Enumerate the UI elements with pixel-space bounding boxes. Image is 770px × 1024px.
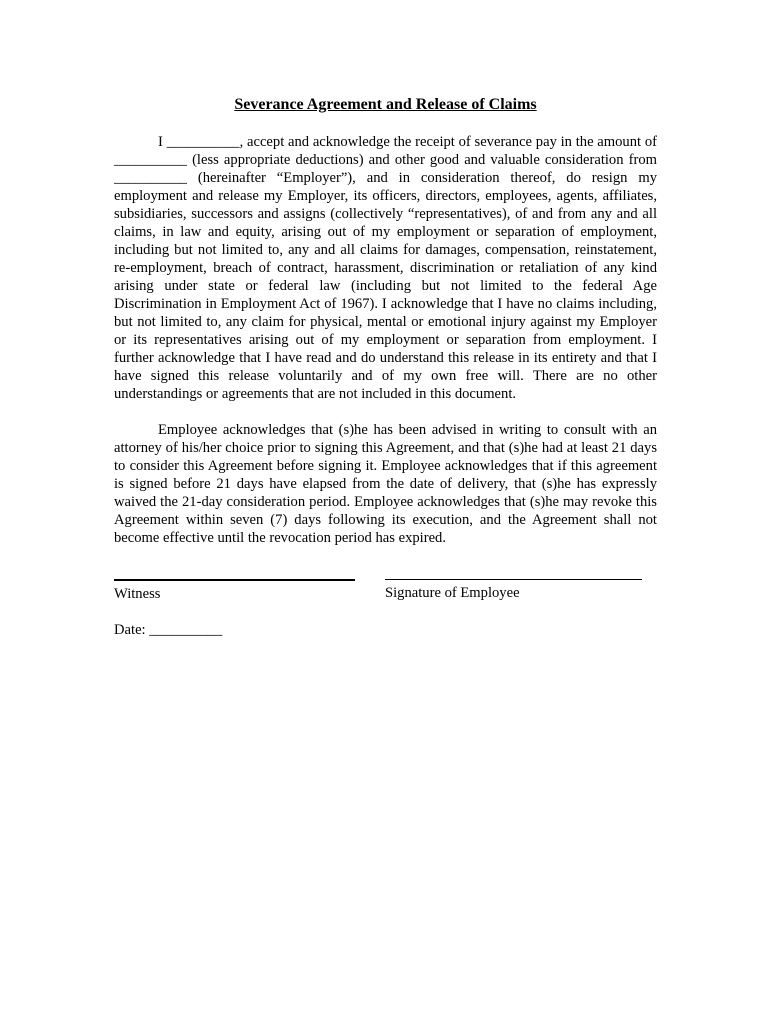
witness-signature-block bbox=[114, 565, 355, 603]
witness-label: Witness bbox=[114, 586, 161, 602]
signature-row bbox=[114, 565, 657, 625]
document-page bbox=[114, 95, 657, 639]
employee-signature-line bbox=[385, 565, 642, 580]
date-field: Date: __________ bbox=[114, 622, 223, 638]
witness-signature-line bbox=[114, 565, 355, 581]
employee-signature-block bbox=[385, 565, 642, 602]
acknowledgement-paragraph: Employee acknowledges that (s)he has been advised in writing to consult with an attorney of his/her choice prior to signing this Agreement, and that (s)he had at least 21 days to consider this Agreement before signing it. Employee acknowledges that if this agreement is signed before 21 days have elapsed from the date of delivery, that (s)he has expressly waived the 21-day consideration period. Employee acknowledges that (s)he may revoke this Agreement within seven (7) days following its execution, and the Agreement shall not become effective until the revocation period has expired. bbox=[114, 422, 657, 546]
document-title: Severance Agreement and Release of Claims bbox=[234, 96, 537, 113]
release-paragraph: I __________, accept and acknowledge the receipt of severance pay in the amount of __________ (less appropriate deductions) and other good and valuable consideration from __________ (hereinafter “Employer”), and in consideration thereof, do resign my employment and release my Employer, its officers, directors, employees, agents, affiliates, subsidiaries, successors and assigns (collectively “representatives), of and from any and all claims, in law and equity, arising out of my employment or separation of employment, including but not limited to, any and all claims for damages, compensation, reinstatement, re-employment, breach of contract, harassment, discrimination or retaliation of any kind arising under state or federal law (including but not limited to the federal Age Discrimination in Employment Act of 1967). I acknowledge that I have no claims including, but not limited to, any claim for physical, mental or emotional injury against my Employer or its representatives arising out of my employment or separation from employment. I further acknowledge that I have read and do understand this release in its entirety and that I have signed this release voluntarily and of my own free will. There are no other understandings or agreements that are not included in this document. bbox=[114, 134, 657, 402]
employee-signature-label: Signature of Employee bbox=[385, 585, 520, 601]
